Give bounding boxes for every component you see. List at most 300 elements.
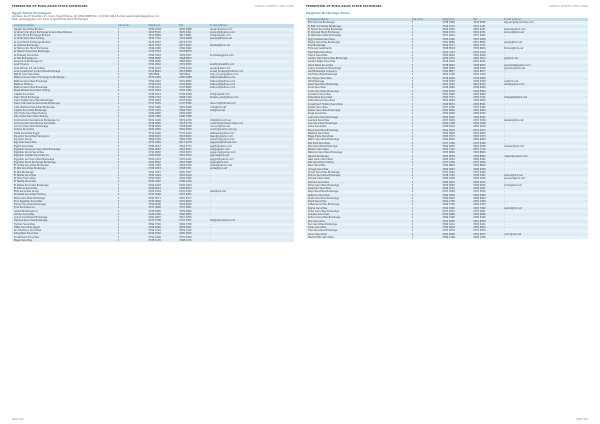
table-cell: 2390 1166 — [442, 235, 455, 239]
table-cell: 2 — [117, 238, 120, 242]
table-cell: 2390 7090 — [473, 206, 486, 210]
table-cell: 2391 7057 — [148, 170, 161, 174]
table-cell: - — [209, 203, 211, 207]
table-row — [306, 236, 588, 239]
table-cell: 2391 6460 — [442, 92, 455, 96]
table-cell: Mass Securities Brokerage — [308, 128, 339, 132]
table-cell: egyfin@yahoo.com — [209, 144, 233, 148]
table-cell: Al Hamra Str. Stock Exchange — [14, 47, 49, 51]
table-cell: 2 — [117, 27, 120, 31]
table-cell: 2 — [117, 203, 120, 207]
table-cell: 2 — [117, 53, 120, 57]
table-cell: 2391 7057 — [179, 170, 192, 174]
table-cell: 2390 6003 — [473, 226, 486, 230]
table-cell: 2 — [117, 128, 120, 132]
table-cell: naeem@naeem.com — [503, 154, 528, 158]
table-cell: - — [503, 190, 505, 194]
table-cell: 2 — [411, 209, 414, 213]
table-cell: 2 — [117, 34, 120, 38]
table-cell: El Badr Securities Brokerage — [308, 24, 341, 28]
table-cell: - — [209, 232, 211, 236]
table-cell: 2 — [117, 138, 120, 142]
table-cell: 2391 5577 — [148, 196, 161, 200]
table-cell: 2 — [117, 47, 120, 51]
table-cell: 3393 0050 — [442, 183, 455, 187]
table-cell: 3566 1558 — [148, 138, 161, 142]
table-cell: - — [209, 229, 211, 233]
column-header: City Code — [117, 24, 129, 28]
table-cell: 3917 6681 — [179, 34, 192, 38]
table-cell: 2 — [117, 232, 120, 236]
table-cell: dsec@dynamic.com — [209, 134, 234, 138]
table-cell: 3368 0808 — [148, 56, 161, 60]
table-cell: 2 — [411, 102, 414, 106]
table-cell: 2 — [117, 209, 120, 213]
table-cell: 2797 2001 — [442, 209, 455, 213]
table-cell: Cairo International Securities Brokerage — [14, 102, 60, 106]
page-header — [12, 5, 294, 8]
table-cell: 2 — [411, 196, 414, 200]
table-cell: misrsec@link.net — [503, 144, 524, 148]
table-cell: 2 — [117, 108, 120, 112]
table-cell: 2797 3550 — [473, 190, 486, 194]
table-cell: Dynamic Group — [14, 138, 32, 142]
table-cell: Jupiter Securities — [308, 105, 328, 109]
table-cell: fortune@link.net — [503, 47, 524, 51]
table-cell: 3392 0090 — [148, 203, 161, 207]
table-cell: leaders@link.net — [503, 118, 524, 122]
table-cell: 2 — [411, 89, 414, 93]
column-header: Company's Name — [14, 24, 35, 28]
table-cell: - — [209, 56, 211, 60]
table-cell: 2392 1003 — [148, 183, 161, 187]
table-cell: 3393 9020 — [473, 53, 486, 57]
table-cell: 3335 1800 — [148, 209, 161, 213]
table-cell: Capital Securities — [14, 92, 35, 96]
table-cell: 2391 1700 — [473, 73, 486, 77]
table-cell: 2390 1610 — [442, 125, 455, 129]
header-report: ANNUAL REPORT 2005-2006 — [548, 5, 588, 8]
table-cell: Mega Securities — [14, 238, 33, 242]
table-cell: 2515 8622 — [148, 69, 161, 73]
table-cell: 2797 4444 — [179, 99, 192, 103]
table-cell: Ideal Securities Brokerage — [308, 83, 339, 87]
table-cell: El Zahraa Securities — [14, 186, 38, 190]
table-cell: grandinv@link.net — [503, 66, 526, 70]
table-cell: prime@link.net — [503, 183, 522, 187]
table-cell: egypearl@hotmail.com — [209, 141, 237, 145]
table-cell: - — [503, 167, 505, 171]
table-cell: 3393 3373 — [473, 135, 486, 139]
table-cell: 2392 1004 — [179, 183, 192, 187]
table-cell: - — [503, 50, 505, 54]
table-cell: - — [503, 170, 505, 174]
table-cell: 3335 7824 — [148, 89, 161, 93]
table-cell: Royal Securities — [308, 200, 327, 204]
table-cell: 2390 3220 — [148, 180, 161, 184]
table-cell: - — [503, 34, 505, 38]
table-cell: - — [503, 76, 505, 80]
table-cell: 2390 0090 — [442, 112, 455, 116]
table-cell: 3338 6625 — [442, 63, 455, 67]
table-cell: eas@egyam.com — [209, 147, 230, 151]
exchange-info — [12, 12, 294, 21]
table-cell: 2797 3801 — [179, 206, 192, 210]
table-cell: 2390 1800 — [179, 212, 192, 216]
table-cell: 2390 8444 — [473, 196, 486, 200]
table-cell: 2917 2926 — [148, 141, 161, 145]
table-cell: 2391 6460 — [473, 92, 486, 96]
table-cell: 2792 0030 — [148, 151, 161, 155]
table-cell: - — [503, 70, 505, 74]
table-cell: - — [209, 206, 211, 210]
table-cell: 2 — [117, 222, 120, 226]
table-cell: union@link.net — [503, 232, 522, 236]
table-cell: 2392 8877 — [442, 70, 455, 74]
table-cell: Egyptian Stock Exchange Brokerage — [14, 160, 56, 164]
table-cell: 2 — [117, 160, 120, 164]
table-cell: 2390 9990 — [179, 112, 192, 116]
table-cell: 2768 0333 — [148, 167, 161, 171]
table-cell: 3392 4411 — [442, 222, 455, 226]
table-cell: 2 — [117, 63, 120, 67]
table-cell: Silver Securities Brokerage — [308, 209, 339, 213]
table-cell: 2 — [117, 193, 120, 197]
page-header — [306, 5, 588, 8]
table-cell: egygulf@yahoo.com — [209, 157, 234, 161]
table-cell: 3337 4001 — [442, 34, 455, 38]
table-cell: 2 — [411, 96, 414, 100]
table-cell: 2390 1965 — [148, 47, 161, 51]
table-cell: beltone@beltone.com — [209, 82, 236, 86]
table-cell: - — [209, 60, 211, 64]
table-cell: 2 — [117, 69, 120, 73]
table-cell: 2 — [117, 219, 120, 223]
table-cell: 3391 0050 — [148, 216, 161, 220]
table-cell: 2797 7461 — [148, 108, 161, 112]
table-cell: - — [209, 238, 211, 242]
table-cell: 3392 0090 — [179, 203, 192, 207]
table-cell: Naeem Brokerage — [308, 154, 329, 158]
table-cell: 2 — [411, 193, 414, 197]
table-cell: - — [503, 235, 505, 239]
table-cell: 3337 4001 — [473, 34, 486, 38]
table-cell: 2 — [411, 83, 414, 87]
table-cell: 3566 1558 — [179, 138, 192, 142]
table-cell: 3392 5700 — [442, 203, 455, 207]
table-cell: 2390 5180 — [442, 216, 455, 220]
table-cell: 2 — [117, 212, 120, 216]
table-cell: Bab El Louk Securities — [14, 73, 40, 77]
table-cell: - — [209, 235, 211, 239]
table-cell: cbb@link.net — [209, 108, 226, 112]
table-cell: 2797 3700 — [148, 219, 161, 223]
column-header: City Code — [411, 18, 423, 22]
table-cell: El Arabia Securities Brokerage — [14, 164, 49, 168]
table-cell: 2392 8500 — [473, 89, 486, 93]
table-cell: - — [209, 216, 211, 220]
table-cell: 2797 3030 — [473, 118, 486, 122]
table-cell: 2390 9220 — [442, 27, 455, 31]
table-cell: 3392 6701 — [473, 31, 486, 35]
table-cell: 3318 9779 — [179, 121, 192, 125]
table-cell: 2 — [411, 174, 414, 178]
table-cell: 3338 7000 — [442, 174, 455, 178]
table-cell: City Global Securities Trading — [14, 115, 48, 119]
table-cell: Family Securities Brokerage — [14, 203, 46, 207]
table-cell: Leaders Securities — [308, 118, 330, 122]
table-cell: 2 — [411, 34, 414, 38]
table-cell: City Trade Securities Trading — [14, 112, 47, 116]
table-cell: 2 — [411, 157, 414, 161]
table-cell: 2 — [411, 73, 414, 77]
table-cell: 2391 8080 — [442, 40, 455, 44]
table-cell: - — [503, 161, 505, 165]
table-cell: 3392 0600 — [473, 131, 486, 135]
header-title: FEDERATION OF EURO-ASIAN STOCK EXCHANGES — [12, 5, 88, 8]
table-cell: 3338 1155 — [179, 238, 192, 242]
page-number: PAGE 163 — [576, 418, 588, 421]
table-cell: - — [209, 186, 211, 190]
table-cell: cnsb@link.net — [209, 105, 227, 109]
table-cell: - — [503, 99, 505, 103]
table-cell: 2472 3070 — [148, 40, 161, 44]
table-cell: 3393 2400 — [442, 37, 455, 41]
table-cell: - — [503, 115, 505, 119]
table-cell: Hermes Securities Brokerage — [14, 219, 48, 223]
table-cell: 2 — [411, 109, 414, 113]
table-cell: - — [209, 212, 211, 216]
table-cell: 2 — [117, 131, 120, 135]
table-cell: - — [503, 105, 505, 109]
table-cell: 2 — [411, 76, 414, 80]
table-cell: Beltone Group Stock Exchange & Brokerage — [14, 76, 65, 80]
table-cell: - — [209, 222, 211, 226]
table-cell: 3392 3307 — [179, 53, 192, 57]
table-cell: 2 — [411, 115, 414, 119]
table-cell: 2390 1800 — [148, 212, 161, 216]
table-cell: 2 — [411, 183, 414, 187]
table-cell: 2390 9221 — [473, 27, 486, 31]
table-cell: 3392 3303 — [148, 53, 161, 57]
table-cell: 3392 4422 — [148, 79, 161, 83]
table-cell: - — [503, 125, 505, 129]
table-cell: Al Ahly Stock Exchange Brokers — [14, 34, 51, 38]
table-cell: Aguiari Securities Brokers — [14, 27, 44, 31]
table-cell: Pioneers Securities — [308, 177, 330, 181]
table-cell: salam@yahoo.com — [503, 27, 526, 31]
table-cell: 2 — [411, 79, 414, 83]
table-cell: 2 — [411, 164, 414, 168]
table-cell: 2 — [117, 144, 120, 148]
table-cell: 2792 1024 — [148, 82, 161, 86]
table-cell: arabfin@arabfin.com — [209, 63, 235, 67]
table-cell: Dynamic Securities Trading Co. — [14, 134, 50, 138]
table-cell: 3393 0003 — [179, 134, 192, 138]
table-cell: pioneers@link.net — [503, 177, 525, 181]
table-cell: 2391 8080 — [473, 40, 486, 44]
table-cell: - — [503, 157, 505, 161]
table-cell: 2797 3701 — [179, 219, 192, 223]
table-cell: - — [503, 229, 505, 233]
table-cell: 2917 2978 — [179, 141, 192, 145]
table-cell: 2797 0201 — [179, 193, 192, 197]
table-cell: 3392 5657 — [179, 147, 192, 151]
table-cell: - — [503, 53, 505, 57]
table-cell: integrated@link.net — [503, 96, 527, 100]
table-cell: 3303 8300 — [473, 154, 486, 158]
table-cell: 3338 1155 — [148, 238, 161, 242]
table-cell: 3393 2400 — [473, 37, 486, 41]
table-cell: 2 — [411, 66, 414, 70]
table-cell: El Tawfiq Securities — [14, 180, 37, 184]
table-cell: 3392 0050 — [473, 99, 486, 103]
table-cell: 3392 8810 — [473, 164, 486, 168]
table-cell: 2390 9990 — [148, 112, 161, 116]
table-cell: 3368 9600 — [148, 60, 161, 64]
table-cell: Kings Securities — [308, 112, 327, 116]
table-cell: 2 — [411, 44, 414, 48]
table-cell: - — [503, 24, 505, 28]
table-cell: 2 — [117, 118, 120, 122]
table-cell: 2390 6650 — [473, 138, 486, 142]
table-cell: Mid East Securities — [308, 141, 330, 145]
table-cell: 2 — [117, 229, 120, 233]
table-cell: - — [209, 183, 211, 187]
table-cell: 2390 8051 — [442, 102, 455, 106]
web-line: Web: www.egyptse.com Cairo & Alexandria Stock Exchanges — [12, 18, 89, 22]
table-cell: 3338 0048 — [179, 125, 192, 129]
table-cell: 2516 9101 — [473, 60, 486, 64]
table-cell: Egy Pearl Securities — [14, 141, 37, 145]
table-cell: 2792 2252 — [148, 66, 161, 70]
table-cell: 3393 7311 — [473, 96, 486, 100]
table-cell: - — [503, 37, 505, 41]
table-cell: 2 — [117, 151, 120, 155]
table-cell: 2390 5060 — [179, 232, 192, 236]
table-cell: 2 — [411, 31, 414, 35]
table-cell: 2 — [411, 70, 414, 74]
table-cell: - — [503, 151, 505, 155]
table-cell: arabia@yahoo.com — [209, 164, 233, 168]
table-cell: 2 — [411, 148, 414, 152]
table-cell: 2 — [411, 99, 414, 103]
table-cell: Union Securities — [308, 232, 327, 236]
table-cell: 2 — [411, 144, 414, 148]
table-cell: 3338 8004 — [442, 47, 455, 51]
table-cell: 2 — [411, 226, 414, 230]
table-cell: Lotus Securities — [308, 125, 327, 129]
table-cell: Bettone Holding — [14, 82, 33, 86]
table-cell: 2 — [117, 50, 120, 54]
table-cell: 3368 9605 — [179, 60, 192, 64]
table-cell: 2390 3088 — [179, 76, 192, 80]
table-cell: 3331 2832 — [148, 63, 161, 67]
table-cell: - — [503, 196, 505, 200]
table-cell: 2 — [117, 105, 120, 109]
table-cell: 3931 5530 — [148, 30, 161, 34]
table-cell: 3393 3373 — [442, 135, 455, 139]
table-cell: Modern Securities — [308, 148, 329, 152]
table-cell: El Salam Securities Brokerage — [308, 27, 343, 31]
table-cell: 2 — [411, 27, 414, 31]
table-cell: 2390 2290 — [442, 177, 455, 181]
table-cell: 2 — [411, 63, 414, 67]
table-cell: - — [503, 203, 505, 207]
table-cell: 3392 4040 — [442, 144, 455, 148]
table-cell: egygroup@yahoo.com — [209, 151, 236, 155]
table-cell: - — [209, 225, 211, 229]
table-cell: 2792 6865 — [179, 82, 192, 86]
table-cell: 2797 2200 — [148, 235, 161, 239]
table-cell: Fortune Investments — [308, 47, 332, 51]
table-cell: 2 — [411, 118, 414, 122]
column-header: E-mail address — [209, 24, 227, 28]
table-cell: pharos@link.net — [503, 174, 523, 178]
table-cell: 2797 4444 — [442, 170, 455, 174]
table-cell: 3392 7071 — [442, 44, 455, 48]
table-cell: El Nile Securities Brokerage — [14, 167, 46, 171]
table-cell: 2797 2290 — [473, 105, 486, 109]
column-header: Company's Name — [308, 18, 329, 22]
table-cell: Solidere Securities — [308, 213, 330, 217]
table-cell: 3396 5059 — [442, 66, 455, 70]
table-cell: 3393 7311 — [442, 96, 455, 100]
table-cell: Egyptian Group Securities — [14, 151, 44, 155]
table-cell: Metro Securities Brokerage — [308, 138, 340, 142]
table-cell: 2 — [411, 135, 414, 139]
table-cell: 2392 5582 — [179, 177, 192, 181]
table-cell: 2 — [117, 95, 120, 99]
table-cell: 2 — [117, 183, 120, 187]
table-cell: 3390 2013 — [148, 144, 161, 148]
table-cell: 2 — [117, 125, 120, 129]
table-cell: 3331 2835 — [179, 63, 192, 67]
table-cell: 2 — [411, 161, 414, 165]
table-cell: 2764 1234 — [148, 157, 161, 161]
table-cell: deltasec@yahoo.com — [209, 131, 235, 135]
table-cell: Roots Securities Brokerage — [308, 196, 339, 200]
table-cell: 3393 6099 — [442, 213, 455, 217]
table-cell: 2 — [411, 213, 414, 217]
table-cell: Arab African Int. Securities — [14, 66, 45, 70]
table-cell: concord@link.net — [209, 125, 230, 129]
table-cell: - — [209, 177, 211, 181]
table-cell: 2 — [411, 128, 414, 132]
table-cell: 2391 1300 — [442, 200, 455, 204]
table-cell: 3331 2190 — [148, 118, 161, 122]
table-cell: 2391 8008 — [473, 219, 486, 223]
table-cell: - — [503, 122, 505, 126]
table-cell: El Wadi Securities Brokerage — [308, 34, 341, 38]
table-cell: 2 — [411, 229, 414, 233]
table-cell: elite@link.net — [209, 190, 226, 194]
table-cell: Horizon Securities — [14, 222, 35, 226]
table-cell: - — [209, 173, 211, 177]
table-cell: 3338 4900 — [442, 76, 455, 80]
table-cell: 2 — [117, 177, 120, 181]
table-cell: 3391 0775 — [179, 144, 192, 148]
table-cell: ice@link.net — [503, 79, 519, 83]
table-cell: 3338 0048 — [148, 125, 161, 129]
table-cell: HSBC Securities Egypt — [14, 225, 40, 229]
table-cell: EFG Hermes Brokerage — [308, 21, 335, 25]
table-cell: 2 — [117, 147, 120, 151]
table-cell: 2 — [117, 112, 120, 116]
table-cell: 3392 0015 — [442, 180, 455, 184]
table-cell: 3392 2090 — [148, 128, 161, 132]
table-cell: 3338 5830 — [473, 21, 486, 25]
